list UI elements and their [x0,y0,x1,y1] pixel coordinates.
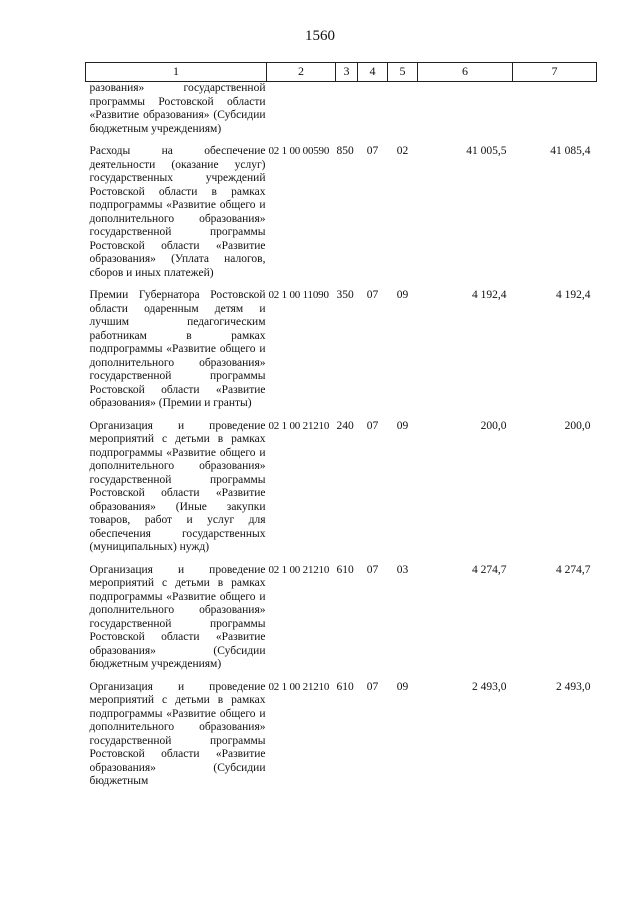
table-row [86,420,597,555]
column-header: 2 [267,63,336,82]
expense-type-code: 850 [336,145,354,157]
subsection-code: 09 [396,289,409,301]
amount-year-1: 4 274,7 [472,563,507,576]
row-description: Организация и проведение мероприятий с детьми в рамках подпрограммы «Развитие общего и дополнительного образования» государственной программы Ростовской области «Развитие образования» (Субсидии бюджетным учреждениям) [89,563,266,670]
row-description: Организация и проведение мероприятий с детьми в рамках подпрограммы «Развитие общего и дополнительного образования» государственной программы Ростовской области «Развитие образования» (Субсидии бюджетным [89,680,266,787]
target-article-code: 02 1 00 21210 [268,680,330,693]
table-row [86,681,597,789]
amount-year-2 [513,82,597,137]
page-number: 1560 [305,28,335,44]
budget-table [85,62,597,789]
subsection-code: 03 [396,563,409,576]
target-article-code: 02 1 00 21210 [268,563,330,576]
expense-type-code: 350 [336,289,354,301]
subsection-code [388,82,418,137]
amount-year-2: 4 274,7 [556,563,591,576]
expense-type-code: 240 [336,419,354,432]
section-code: 07 [366,289,379,301]
row-description: Премии Губернатора Ростовской области одаренным детям и лучшим педагогическим работникам в рамках подпрограммы «Развитие общего и дополнительного образования» государственной программы Ростовской области «Развитие образования» (Премии и гранты) [89,289,266,409]
column-header: 7 [513,63,597,82]
amount-year-2: 4 192,4 [556,289,591,301]
column-header: 6 [418,63,513,82]
amount-year-2: 41 085,4 [550,145,591,157]
section-code: 07 [366,419,379,432]
amount-year-1: 4 192,4 [472,289,507,301]
column-header: 1 [86,63,267,82]
table-row [86,564,597,672]
row-description: разования» государственной программы Ростовской области «Развитие образования» (Субсидии бюджетным учреждениям) [89,82,266,135]
subsection-code: 09 [396,680,409,693]
target-article-code: 02 1 00 21210 [268,419,330,432]
section-code [358,82,388,137]
section-code: 07 [366,563,379,576]
target-article-code: 02 1 00 00590 [268,145,330,157]
subsection-code: 09 [396,419,409,432]
row-description: Организация и проведение мероприятий с детьми в рамках подпрограммы «Развитие общего и дополнительного образования» государственной программы Ростовской области «Развитие образования» (Иные закупки товаров, работ и услуг для обеспечения государственных (муниципальных) нужд) [89,419,266,553]
table-row [86,145,597,280]
row-description: Расходы на обеспечение деятельности (оказание услуг) государственных учреждений Ростовской области в рамках подпрограммы «Развитие общего и дополнительного образования» государственной программы Ростовской области «Развитие образования» (Уплата налогов, сборов и иных платежей) [89,145,266,279]
table-row [86,289,597,411]
expense-type-code [336,82,358,137]
header-row [86,63,597,82]
column-header: 5 [388,63,418,82]
column-header: 3 [336,63,358,82]
amount-year-2: 200,0 [564,419,591,432]
table-row [86,82,597,137]
amount-year-1: 2 493,0 [472,680,507,693]
column-header: 4 [358,63,388,82]
subsection-code: 02 [396,145,409,157]
expense-type-code: 610 [336,563,354,576]
amount-year-2: 2 493,0 [556,680,591,693]
amount-year-1: 200,0 [480,419,507,432]
expense-type-code: 610 [336,680,354,693]
amount-year-1 [418,82,513,137]
section-code: 07 [366,145,379,157]
target-article-code: 02 1 00 11090 [268,289,329,301]
target-article-code [267,82,336,137]
amount-year-1: 41 005,5 [466,145,507,157]
section-code: 07 [366,680,379,693]
